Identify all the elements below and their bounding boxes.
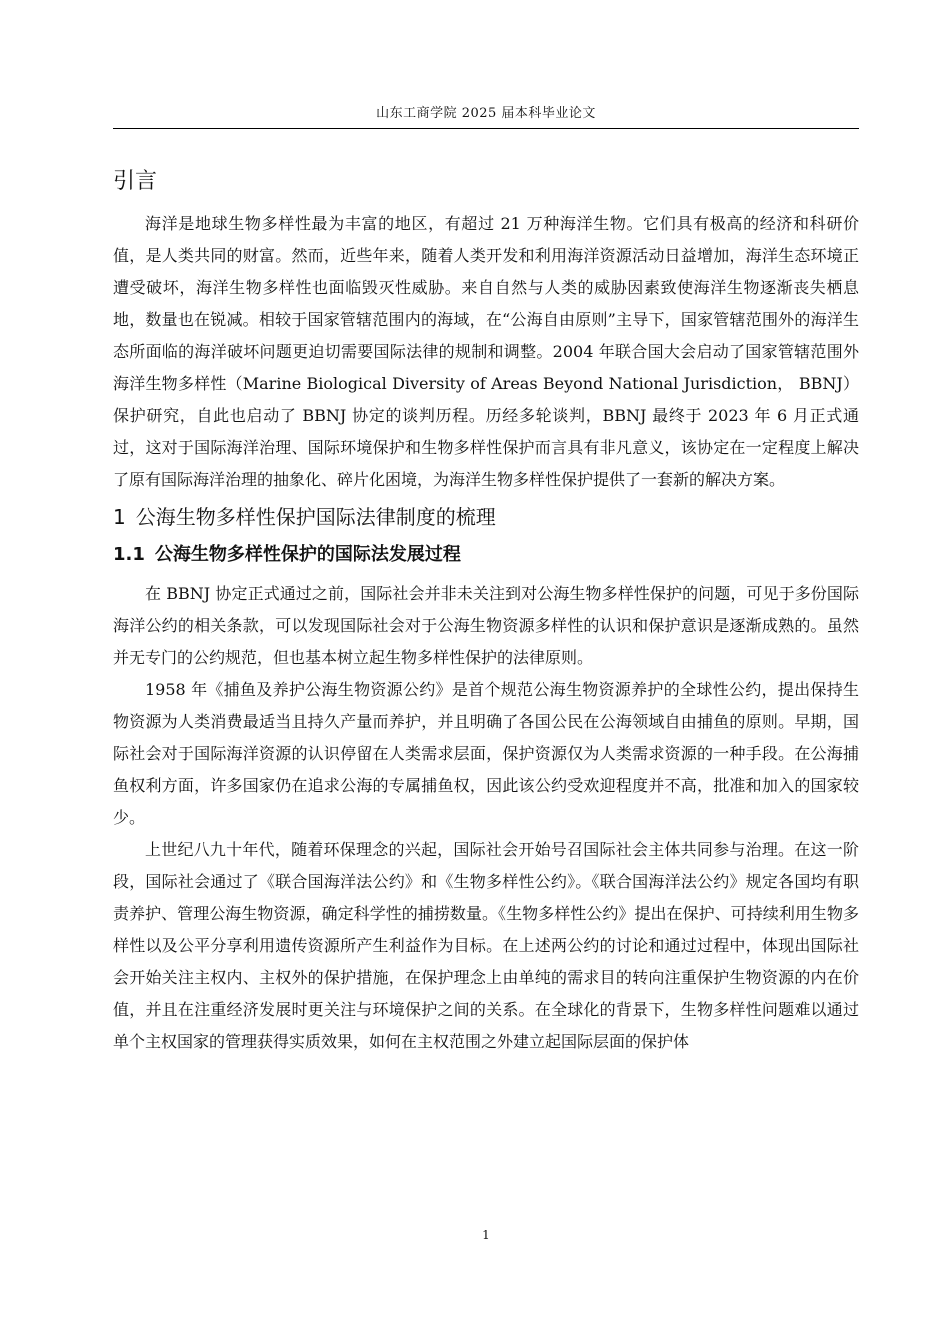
- intro-paragraph-1: 海洋是地球生物多样性最为丰富的地区，有超过 21 万种海洋生物。它们具有极高的经济和科研价值，是人类共同的财富。然而，近些年来，随着人类开发和利用海洋资源活动日益增加，海洋生态环境正遭受破坏，海洋生物多样性也面临毁灭性威胁。来自自然与人类的威胁因素致使海洋生物逐渐丧失栖息地，数量也在锐减。相较于国家管辖范围内的海域，在“公海自由原则”主导下，国家管辖范围外的海洋生态所面临的海洋破坏问题更迫切需要国际法律的规制和调整。2004 年联合国大会启动了国家管辖范围外海洋生物多样性（Marine Biological Diversity of Areas Beyond National Jurisdiction， BBNJ）保护研究，自此也启动了 BBNJ 协定的谈判历程。历经多轮谈判，BBNJ 最终于 2023 年 6 月正式通过，这对于国际海洋治理、国际环境保护和生物多样性保护而言具有非凡意义，该协定在一定程度上解决了原有国际海洋治理的抽象化、碎片化困境，为海洋生物多样性保护提供了一套新的解决方案。: [113, 214, 859, 489]
- section-1-number: 1: [113, 505, 126, 529]
- section-1-1-paragraph-3: 上世纪八九十年代，随着环保理念的兴起，国际社会开始号召国际社会主体共同参与治理。在这一阶段，国际社会通过了《联合国海洋法公约》和《生物多样性公约》。《联合国海洋法公约》规定各国均有职责养护、管理公海生物资源，确定科学性的捕捞数量。《生物多样性公约》提出在保护、可持续利用生物多样性以及公平分享利用遗传资源所产生利益作为目标。在上述两公约的讨论和通过过程中，体现出国际社会开始关注主权内、主权外的保护措施，在保护理念上由单纯的需求目的转向注重保护生物资源的内在价值，并且在注重经济发展时更关注与环境保护之间的关系。在全球化的背景下，生物多样性问题难以通过单个主权国家的管理获得实质效果，如何在主权范围之外建立起国际层面的保护体: [113, 840, 859, 1051]
- running-header: 山东工商学院 2025 届本科毕业论文: [376, 106, 596, 121]
- section-1-heading: [113, 502, 859, 532]
- section-1-1-title: 公海生物多样性保护的国际法发展过程: [154, 544, 461, 565]
- header-rule: [113, 128, 859, 129]
- page-number: 1: [482, 1228, 490, 1242]
- intro-heading: 引言: [113, 169, 158, 194]
- section-1-1-paragraph-1: 在 BBNJ 协定正式通过之前，国际社会并非未关注到对公海生物多样性保护的问题，可见于多份国际海洋公约的相关条款，可以发现国际社会对于公海生物资源多样性的认识和保护意识是逐渐成熟的。虽然并无专门的公约规范，但也基本树立起生物多样性保护的法律原则。: [113, 584, 859, 667]
- section-1-1-heading: [113, 540, 859, 570]
- section-1-1-number: 1.1: [113, 544, 145, 565]
- page-body: [113, 160, 859, 1058]
- section-1-1-paragraph-2: 1958 年《捕鱼及养护公海生物资源公约》是首个规范公海生物资源养护的全球性公约，提出保持生物资源为人类消费最适当且持久产量而养护，并且明确了各国公民在公海领域自由捕鱼的原则。早期，国际社会对于国际海洋资源的认识停留在人类需求层面，保护资源仅为人类需求资源的一种手段。在公海捕鱼权利方面，许多国家仍在追求公海的专属捕鱼权，因此该公约受欢迎程度并不高，批准和加入的国家较少。: [113, 680, 859, 827]
- section-1-title: 公海生物多样性保护国际法律制度的梳理: [135, 505, 496, 529]
